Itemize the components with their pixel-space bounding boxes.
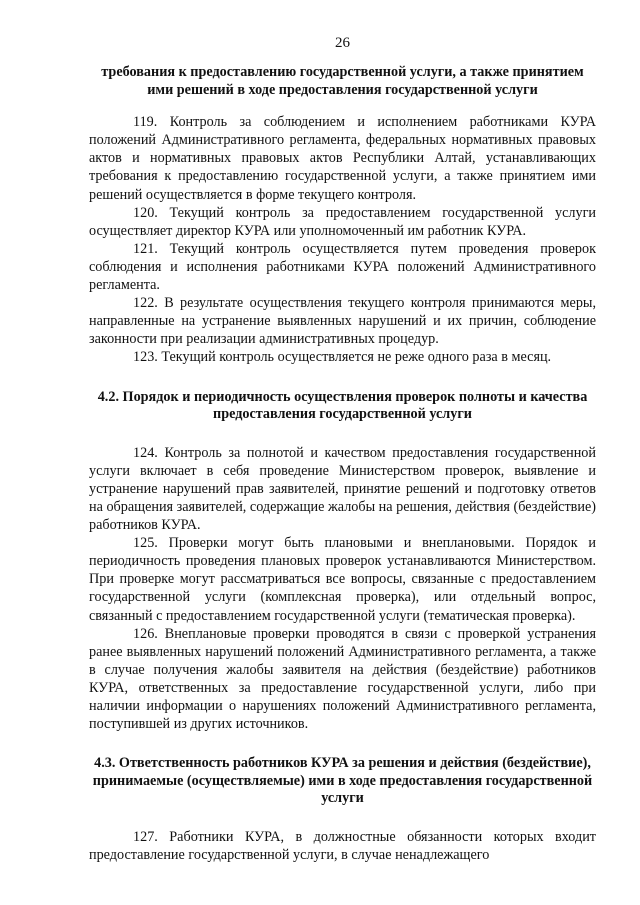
continued-heading: требования к предоставлению государственной услуги, а также принятием ими решений в ходе предоставления государственной услуги — [101, 64, 584, 98]
paragraph-group-responsibility — [89, 828, 596, 864]
paragraph-group-inspections — [89, 444, 596, 734]
paragraph-124: 124. Контроль за полнотой и качеством предоставления государственной услуги включает в себя проведение Министерством проверок, выявление и устранение нарушений прав заявителей, принятие решений и подготовку ответов на обращения заявителей, содержащие жалобы на решения, действия (бездействие) работников КУРА. — [89, 444, 596, 534]
paragraph-119: 119. Контроль за соблюдением и исполнением работниками КУРА положений Административного регламента, федеральных нормативных правовых актов и нормативных правовых актов Республики Алтай, устанавливающих требования к предоставлению государственной услуги, а также принятием ими решений осуществляется в форме текущего контроля. — [89, 114, 596, 203]
section-heading-4-2: 4.2. Порядок и периодичность осуществления проверок полноты и качества предоставления государственной услуги — [97, 388, 588, 423]
paragraph-120: 120. Текущий контроль за предоставлением государственной услуги осуществляет директор КУРА или уполномоченный им работник КУРА. — [89, 204, 596, 239]
paragraph-122: 122. В результате осуществления текущего контроля принимаются меры, направленные на устранение выявленных нарушений и их причин, соблюдение законности при реализации административных процедур. — [89, 295, 596, 348]
paragraph-125: 125. Проверки могут быть плановыми и внеплановыми. Порядок и периодичность проведения плановых проверок устанавливаются Министерством. При проверке могут рассматриваться все вопросы, связанные с предоставлением государственной услуги (комплексная проверка), или отдельный вопрос, связанный с предоставлением государственной услуги (тематическая проверка). — [89, 535, 596, 624]
paragraph-126: 126. Внеплановые проверки проводятся в связи с проверкой устранения ранее выявленных нарушений положений Административного регламента, а также в случае получения жалобы заявителя на действия (бездействие) работников КУРА, ответственных за предоставление государственной услуги, либо при наличии информации о нарушениях положений Административного регламента, поступившей из других источников. — [89, 625, 596, 733]
paragraph-127: 127. Работники КУРА, в должностные обязанности которых входит предоставление государственной услуги, в случае ненадлежащего — [89, 828, 596, 864]
section-heading-4-3: 4.3. Ответственность работников КУРА за решения и действия (бездействие), принимаемые (осуществляемые) ими в ходе предоставления государственной услуги — [92, 755, 593, 807]
paragraph-123: 123. Текущий контроль осуществляется не реже одного раза в месяц. — [133, 349, 552, 366]
page-number: 26 — [335, 35, 350, 51]
paragraph-group-current-control — [89, 113, 596, 366]
paragraph-121: 121. Текущий контроль осуществляется путем проведения проверок соблюдения и исполнения работниками КУРА положений Административного регламента. — [89, 240, 596, 294]
